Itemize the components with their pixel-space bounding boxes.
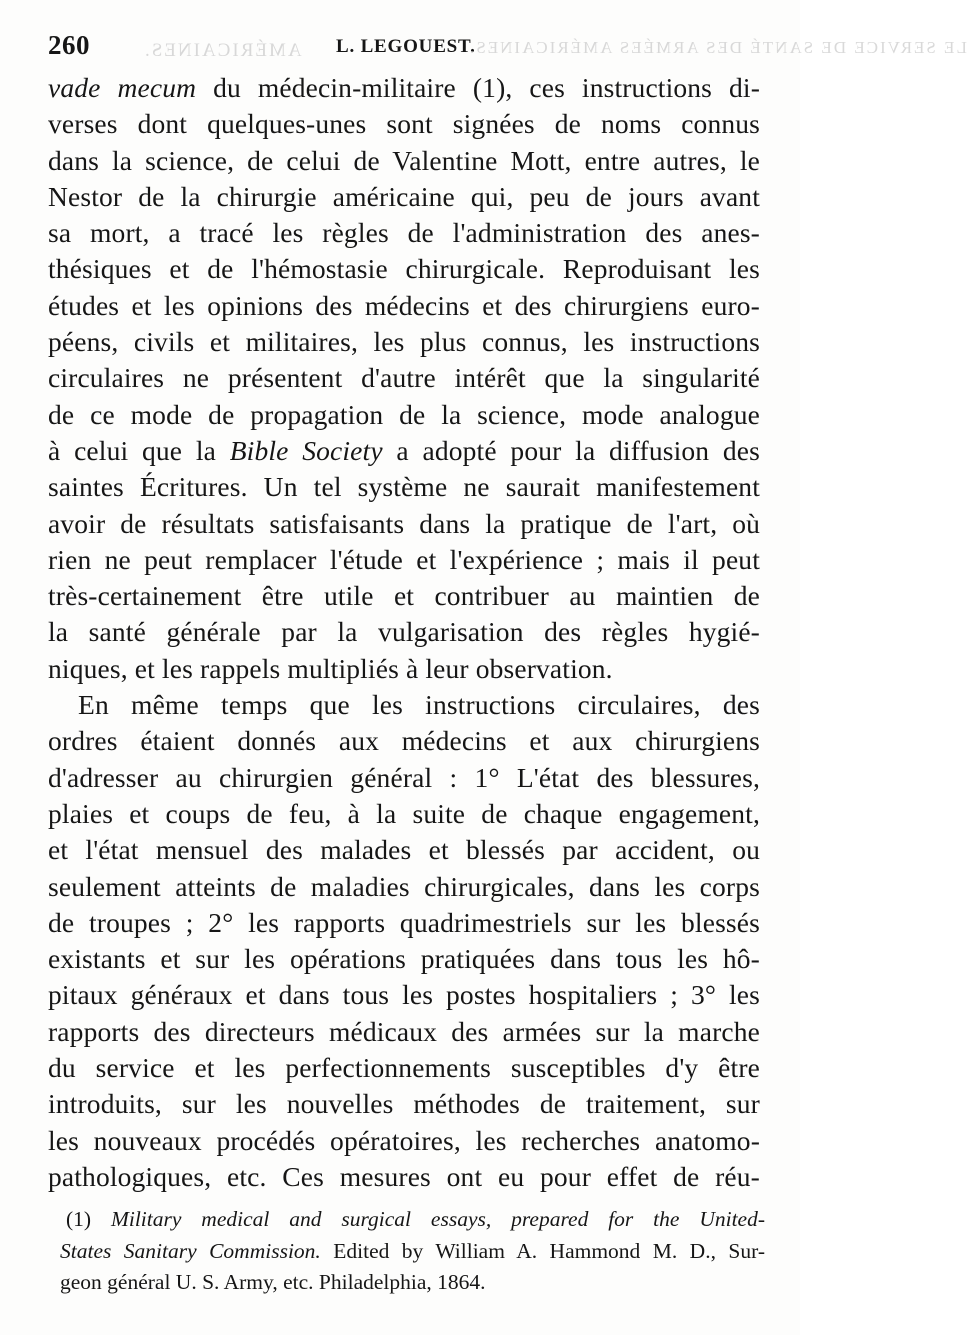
text-run: études et les opinions des médecins et des chirurgiens euro-	[48, 289, 760, 321]
text-run: la santé générale par la vulgarisation des règles hygié-	[48, 616, 760, 648]
text-run: saintes Écritures. Un tel système ne saurait manifestement	[48, 471, 760, 503]
text-line	[48, 1159, 760, 1195]
footnote-line	[60, 1267, 765, 1299]
text-line	[48, 324, 760, 360]
text-run: (1)	[66, 1207, 111, 1231]
text-run: a adopté pour la diffusion des	[382, 434, 760, 466]
text-run: les nouveaux procédés opératoires, les recherches anatomo-	[48, 1124, 760, 1156]
text-line	[48, 905, 760, 941]
text-line	[48, 869, 760, 905]
text-line	[48, 651, 760, 687]
text-line	[48, 397, 760, 433]
paragraph	[48, 687, 760, 1195]
bleed-through-text-left: AMÉRICAINES.	[143, 40, 302, 61]
text-line	[48, 215, 760, 251]
text-run: péens, civils et militaires, les plus connus, les instructions	[48, 326, 760, 358]
bleed-through-text-right: LE SERVICE DE SANTÉ DES ARMÉES AMÉRICAINES.	[468, 38, 967, 57]
text-line	[48, 70, 760, 106]
text-run: de ce mode de propagation de la science, mode analogue	[48, 398, 760, 430]
text-run: à celui que la	[48, 434, 230, 466]
italic-text: States Sanitary Commission.	[60, 1238, 321, 1263]
text-line	[48, 1086, 760, 1122]
text-run: pathologiques, etc. Ces mesures ont eu pour effet de réu-	[48, 1160, 760, 1192]
text-line	[48, 179, 760, 215]
paragraph	[48, 70, 760, 687]
text-line	[48, 542, 760, 578]
text-line	[48, 723, 760, 759]
text-line	[48, 687, 760, 723]
text-run: avoir de résultats satisfaisants dans la pratique de l'art, où	[48, 507, 760, 539]
text-run: pitaux généraux et dans tous les postes hospitaliers ; 3° les	[48, 979, 760, 1011]
text-run: introduits, sur les nouvelles méthodes de traitement, sur	[48, 1088, 760, 1120]
text-line	[48, 796, 760, 832]
text-run: sa mort, a tracé les règles de l'administration des anes-	[48, 217, 760, 249]
text-run: circulaires ne présentent d'autre intérêt que la singularité	[48, 362, 760, 394]
text-run: dans la science, de celui de Valentine Mott, entre autres, le	[48, 144, 760, 176]
text-line	[48, 360, 760, 396]
text-line	[48, 977, 760, 1013]
text-line	[48, 1050, 760, 1086]
text-run: rien ne peut remplacer l'étude et l'expérience ; mais il peut	[48, 543, 760, 575]
footnote	[60, 1204, 765, 1299]
text-run: Edited by William A. Hammond M. D., Sur-	[320, 1238, 765, 1263]
main-text	[48, 70, 760, 1195]
text-run: geon général U. S. Army, etc. Philadelphia, 1864.	[60, 1270, 486, 1294]
text-line	[48, 288, 760, 324]
text-line	[48, 143, 760, 179]
text-run: ordres étaient donnés aux médecins et aux chirurgiens	[48, 725, 760, 757]
text-line	[48, 433, 760, 469]
text-run: de troupes ; 2° les rapports quadrimestriels sur les blessés	[48, 906, 760, 938]
text-line	[48, 578, 760, 614]
text-run: du médecin-militaire (1), ces instructions di-	[196, 72, 761, 103]
text-line	[48, 469, 760, 505]
page-number: 260	[48, 30, 90, 60]
text-line	[48, 832, 760, 868]
text-line	[48, 760, 760, 796]
text-run: En même temps que les instructions circulaires, des	[78, 689, 760, 721]
text-line	[48, 506, 760, 542]
text-run: existants et sur les opérations pratiquées dans tous les hô-	[48, 943, 760, 975]
text-line	[48, 1014, 760, 1050]
text-line	[48, 941, 760, 977]
text-run: verses dont quelques-unes sont signées de noms connus	[48, 108, 760, 140]
text-run: plaies et coups de feu, à la suite de chaque engagement,	[48, 797, 760, 829]
text-run: seulement atteints de maladies chirurgicales, dans les corps	[48, 870, 760, 902]
footnote-line	[60, 1204, 765, 1236]
text-run: Nestor de la chirurgie américaine qui, peu de jours avant	[48, 180, 760, 212]
text-run: rapports des directeurs médicaux des armées sur la marche	[48, 1015, 760, 1047]
text-line	[48, 614, 760, 650]
text-run: d'adresser au chirurgien général : 1° L'état des blessures,	[48, 761, 760, 793]
page-header	[48, 30, 967, 66]
italic-text: Military medical and surgical essays, prepared for the United-	[110, 1207, 765, 1231]
text-run: thésiques et de l'hémostasie chirurgicale. Reproduisant les	[48, 253, 760, 285]
running-head: L. LEGOUEST.	[336, 36, 476, 57]
text-line	[48, 106, 760, 142]
text-line	[48, 251, 760, 287]
text-run: très-certainement être utile et contribuer au maintien de	[48, 580, 760, 612]
italic-text: vade mecum	[48, 72, 197, 103]
text-run: et l'état mensuel des malades et blessés par accident, ou	[48, 834, 760, 866]
italic-text: Bible Society	[229, 434, 383, 466]
text-run: niques, et les rappels multipliés à leur observation.	[48, 652, 613, 684]
footnote-line	[60, 1236, 765, 1268]
text-run: du service et les perfectionnements susceptibles d'y être	[48, 1052, 760, 1084]
text-line	[48, 1123, 760, 1159]
